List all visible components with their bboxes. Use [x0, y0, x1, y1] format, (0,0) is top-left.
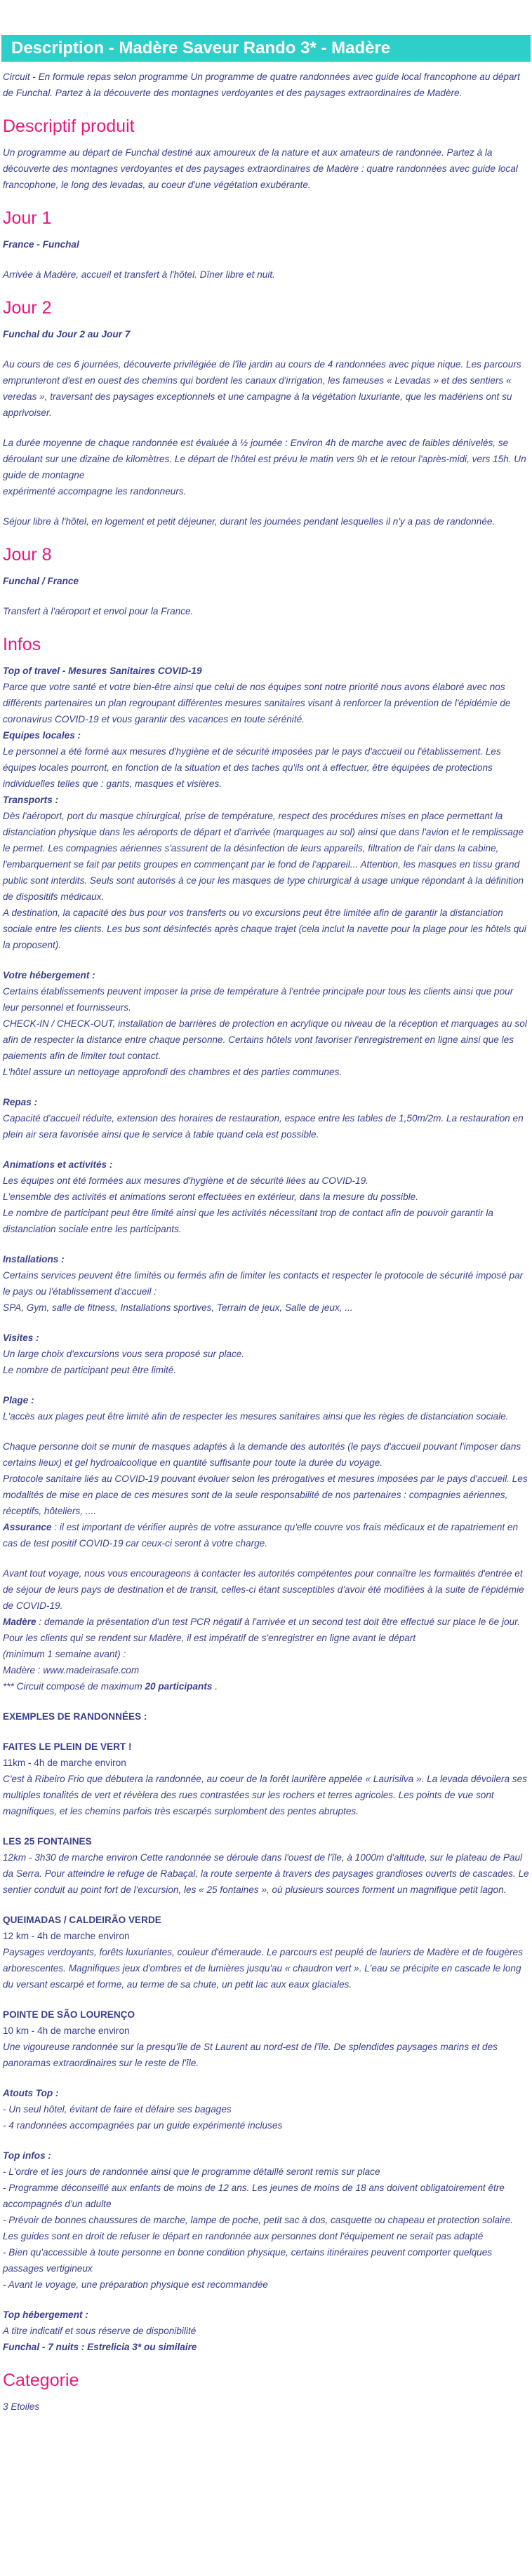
jour2-paragraph: Au cours de ces 6 journées, découverte privilégiée de l'île jardin au cours de 4 randonnées avec pique nique. Les parcours emprunteront d'est en ouest des chemins qui bordent les canaux d'irrigation, les fameuses « Levadas » et des sentiers « veredas », traversant des paysages exceptionnels et une campagne à la végétation luxuriante, que les madériens ont su apprivoiser. — [3, 359, 521, 418]
assurance-body: : il est important de vérifier auprès de votre assurance qu'elle couvre vos frais médicaux et de rapatriement en cas de test positif COVID-19 car ceux-ci seront à votre charge. — [3, 1522, 519, 1549]
animations-text: Les équipes ont été formées aux mesures d'hygiène et de sécurité liées au COVID-19. — [3, 1175, 368, 1186]
visites-text: Le nombre de participant peut être limité. — [3, 1365, 177, 1375]
pour-text: Pour les clients qui se rendent sur Madère, il est impératif de s'enregistrer en ligne avant le départ — [3, 1633, 416, 1643]
madere-label: Madère — [3, 1617, 36, 1627]
randonnee-title: LES 25 FONTAINES — [3, 1836, 92, 1847]
transports-text: Dès l'aéroport, port du masque chirurgical, prise de température, respect des procédures mises en place permettant la distanciation physique dans les aéroports de départ et d'arrivée (marquages au sol) ainsi que dans l'avion et le remplissage le permet. Les compagnies aériennes s'assurent de la désinfection de leurs appareils, filtration de l'air dans la cabine, l'embarquement se fait par petits groupes en commençant par le fond de l'appareil... Attention, les masques en tissu grand public sont interdits. Seuls sont autorisés à ce jour les masques de type chirurgical à usage unique répondant à la définition de dispositifs médicaux. — [3, 811, 524, 902]
madere-text — [3, 1614, 529, 1630]
randonnee-sub: 11km - 4h de marche environ — [3, 1758, 126, 1768]
installations-text: Certains services peuvent être limités ou fermés afin de limiter les contacts et respecter le protocole de sécurité imposé par le pays ou l'établissement d'accueil : — [3, 1270, 524, 1297]
jour2-heading: Jour 2 — [3, 298, 52, 318]
hebergement-text: L'hôtel assure un nettoyage approfondi des chambres et des parties communes. — [3, 1067, 343, 1077]
randonnee-text: 12km - 3h30 de marche environ Cette randonnée se déroule dans l'ouest de l'île, à 1000m d'altitude, sur le plateau de Paul da Serra. Pour atteindre le refuge de Rabaçal, la route serpente à travers des paysages grandioses ouverts de cascades. Le sentier conduit au point fort de l'excursion, les « 25 fontaines », où plusieurs sources forment un magnifique petit lagon. — [3, 1852, 529, 1895]
atouts-title: Atouts Top : — [3, 2088, 59, 2098]
circuit-participants: 20 participants — [145, 1681, 213, 1692]
randonnee-sub: 10 km - 4h de marche environ — [3, 2025, 130, 2036]
hebergement-text: CHECK-IN / CHECK-OUT, installation de barrières de protection en acrylique ou niveau de la réception et marquages au sol afin de respecter la distance entre chaque personne. Certains hôtels vont favoriser l'enregistrement en ligne ainsi que les paiements afin de limiter tout contact. — [3, 1018, 527, 1061]
hebergement-text: Certains établissements peuvent imposer la prise de température à l'entrée principale pour tous les clients ainsi que pour leur personnel et fournisseurs. — [3, 986, 514, 1013]
randonnee-title: FAITES LE PLEIN DE VERT ! — [3, 1741, 132, 1752]
repas-title: Repas : — [3, 1097, 38, 1107]
randonnee-text: Une vigoureuse randonnée sur la presqu'île de St Laurent au nord-est de l'île. De splendides paysages marins et des panoramas extraordinaires sur le reste de l'île. — [3, 2042, 498, 2068]
infos-heading: Infos — [3, 635, 41, 654]
jour1-text: Arrivée à Madère, accueil et transfert à l'hôtel. Dîner libre et nuit. — [3, 269, 275, 280]
jour8-subtitle: Funchal / France — [3, 576, 79, 586]
jour2-subtitle: Funchal du Jour 2 au Jour 7 — [3, 329, 131, 339]
plage-text: L'accès aux plages peut être limité afin de respecter les mesures sanitaires ainsi que les règles de distanciation sociale. — [3, 1411, 509, 1422]
jour2-paragraph: La durée moyenne de chaque randonnée est évaluée à ½ journée : Environ 4h de marche avec de faibles dénivelés, se déroulant sur une dizaine de kilomètres. Le départ de l'hôtel est prévu le matin vers 9h et le retour l'après-midi, vers 15h. Un guide de montagne — [3, 438, 526, 480]
website-text: Madère : www.madeirasafe.com — [3, 1665, 140, 1675]
equipes-title: Equipes locales : — [3, 730, 81, 741]
top-infos-item: - L'ordre et les jours de randonnée ainsi que le programme détaillé seront remis sur place — [3, 2166, 380, 2177]
minimum-text: (minimum 1 semaine avant) : — [3, 1649, 126, 1659]
circuit-prefix: *** Circuit composé de maximum — [3, 1681, 145, 1692]
descriptif-text: Un programme au départ de Funchal destiné aux amoureux de la nature et aux amateurs de randonnée. Partez à la découverte des montagnes verdoyantes et des paysages extraordinaires de Madère : quatre randonnées avec guide local francophone, le long des levadas, au coeur d'une végétation exubérante. — [3, 147, 518, 190]
covid-text: Parce que votre santé et votre bien-être ainsi que celui de nos équipes sont notre priorité nous avons élaboré avec nos différents partenaires un plan regroupant différentes mesures sanitaires visant à renforcer la prévention de l'épidémie de coronavirus COVID-19 et vous garantir des vacances en toute sérénité. — [3, 682, 511, 724]
top-hebergement-text: A titre indicatif et sous réserve de disponibilité — [3, 2326, 197, 2336]
atouts-item: - Un seul hôtel, évitant de faire et défaire ses bagages — [3, 2104, 232, 2115]
transports-title: Transports : — [3, 795, 59, 805]
randonnee-text: C'est à Ribeiro Frio que débutera la randonnée, au coeur de la forêt laurifère appelée « Laurisilva ». La levada dévoilera ses multiples tonalités de vert et révèlera des rues contrastées sur les rochers et terres agricoles. Les points de vue sont magnifiques, et les chemins parfois très escarpés surplombent des pentes abruptes. — [3, 1774, 527, 1816]
top-infos-item: - Prévoir de bonnes chaussures de marche, lampe de poche, petit sac à dos, casquette ou chapeau et protection solaire. Les guides sont en droit de refuser le départ en randonnée aux personnes dont l'équipement ne serait pas adapté — [3, 2215, 513, 2241]
descriptif-heading: Descriptif produit — [3, 116, 135, 136]
main-content — [0, 62, 532, 2415]
randonnee-text: Paysages verdoyants, forêts luxuriantes, couleur d'émeraude. Le parcours est peuplé de lauriers de Madère et de fougères arborescentes. Magnifiques jeux d'ombres et de lumières jusqu'au « chaudron vert ». L'eau se précipite en cascade le long du versant escarpé et forme, au terme de sa chute, un petit lac aux eaux glaciales. — [3, 1947, 523, 1990]
masque-text: Chaque personne doit se munir de masques adaptés à la demande des autorités (le pays d'accueil pouvant l'imposer dans certains lieux) et gel hydroalcoolique en quantité suffisante pour toute la durée du voyage. — [3, 1441, 521, 1468]
madere-body: : demande la présentation d'un test PCR négatif à l'arrivée et un second test doit être effectué sur place le 6e jour. — [36, 1617, 520, 1627]
hebergement-title: Votre hébergement : — [3, 970, 95, 980]
jour2-paragraph: expérimenté accompagne les randonneurs. — [3, 486, 187, 497]
top-infos-item: - Avant le voyage, une préparation physique est recommandée — [3, 2279, 268, 2290]
visites-text: Un large choix d'excursions vous sera proposé sur place. — [3, 1349, 245, 1359]
assurance-label: Assurance — [3, 1522, 52, 1532]
atouts-item: - 4 randonnées accompagnées par un guide expérimenté incluses — [3, 2120, 283, 2131]
jour8-heading: Jour 8 — [3, 545, 52, 565]
covid-title: Top of travel - Mesures Sanitaires COVID-19 — [3, 666, 202, 676]
circuit-suffix: . — [212, 1681, 218, 1692]
top-infos-item: - Bien qu'accessible à toute personne en bonne condition physique, certains itinéraires peuvent comporter quelques passages vertigineux — [3, 2247, 493, 2274]
exemples-title: EXEMPLES DE RANDONNÉES : — [3, 1711, 147, 1722]
top-infos-title: Top infos : — [3, 2150, 51, 2161]
jour1-subtitle: France - Funchal — [3, 239, 79, 250]
top-hebergement-hotel: Funchal - 7 nuits : Estrelicia 3* ou similaire — [3, 2342, 197, 2352]
animations-text: L'ensemble des activités et animations seront effectuées en extérieur, dans la mesure du possible. — [3, 1192, 418, 1202]
jour2-paragraph: Séjour libre à l'hôtel, en logement et petit déjeuner, durant les journées pendant lesquelles il n'y a pas de randonnée. — [3, 516, 496, 527]
circuit-text — [3, 1678, 529, 1694]
installations-text: SPA, Gym, salle de fitness, Installations sportives, Terrain de jeux, Salle de jeux, ... — [3, 1302, 353, 1313]
categorie-heading: Categorie — [3, 2371, 79, 2390]
categorie-text: 3 Etoiles — [3, 2401, 40, 2412]
assurance-text — [3, 1519, 529, 1551]
page-title: Description - Madère Saveur Rando 3* - Madère — [1, 35, 531, 62]
animations-text: Le nombre de participant peut être limité ainsi que les activités nécessitant trop de contact afin de pouvoir garantir la distanciation sociale entre les participants. — [3, 1208, 493, 1234]
repas-text: Capacité d'accueil réduite, extension des horaires de restauration, espace entre les tables de 1,50m/2m. La restauration en plein air sera favorisée ainsi que le service à table quand cela est possible. — [3, 1113, 524, 1140]
visites-title: Visites : — [3, 1333, 39, 1343]
animations-title: Animations et activités : — [3, 1159, 113, 1170]
randonnee-title: QUEIMADAS / CALDEIRÃO VERDE — [3, 1915, 161, 1925]
top-infos-item: - Programme déconseillé aux enfants de moins de 12 ans. Les jeunes de moins de 18 ans doivent obligatoirement être accompagnés d'un adulte — [3, 2183, 505, 2209]
equipes-text: Le personnel a été formé aux mesures d'hygiène et de sécurité imposées par le pays d'accueil ou l'établissement. Les équipes locales pourront, en fonction de la situation et des taches qu'ils ont à effectuer, être équipées de protections individuelles telles que : gants, masques et visières. — [3, 746, 501, 789]
jour1-heading: Jour 1 — [3, 208, 52, 228]
plage-title: Plage : — [3, 1395, 34, 1405]
top-hebergement-title: Top hébergement : — [3, 2309, 88, 2320]
randonnee-title: POINTE DE SÃO LOURENÇO — [3, 2009, 135, 2020]
protocole-text: Protocole sanitaire liés au COVID-19 pouvant évoluer selon les prérogatives et mesures imposées par le pays d'accueil. Les modalités de mise en place de ces mesures sont de la seule responsabilité de nos partenaires : compagnies aériennes, réceptifs, hôteliers, .... — [3, 1474, 528, 1516]
jour8-text: Transfert à l'aéroport et envol pour la France. — [3, 606, 194, 616]
transports-text: A destination, la capacité des bus pour vos transferts ou vo excursions peut être limitée afin de garantir la distanciation sociale entre les clients. Les bus sont désinfectés après chaque trajet (cela inclut la navette pour la plage pour les hôtels qui la proposent). — [3, 908, 526, 950]
intro-text: Circuit - En formule repas selon programme Un programme de quatre randonnées avec guide local francophone au départ de Funchal. Partez à la découverte des montagnes verdoyantes et des paysages extraordinaires de Madère. — [3, 72, 520, 98]
avant-text: Avant tout voyage, nous vous encourageons à contacter les autorités compétentes pour connaître les formalités d'entrée et de séjour de leurs pays de destination et de transit, celles-ci étant susceptibles d'avoir été modifiées à la suite de l'épidémie de COVID-19. — [3, 1568, 524, 1611]
installations-title: Installations : — [3, 1254, 65, 1265]
randonnee-sub: 12 km - 4h de marche environ — [3, 1931, 130, 1941]
